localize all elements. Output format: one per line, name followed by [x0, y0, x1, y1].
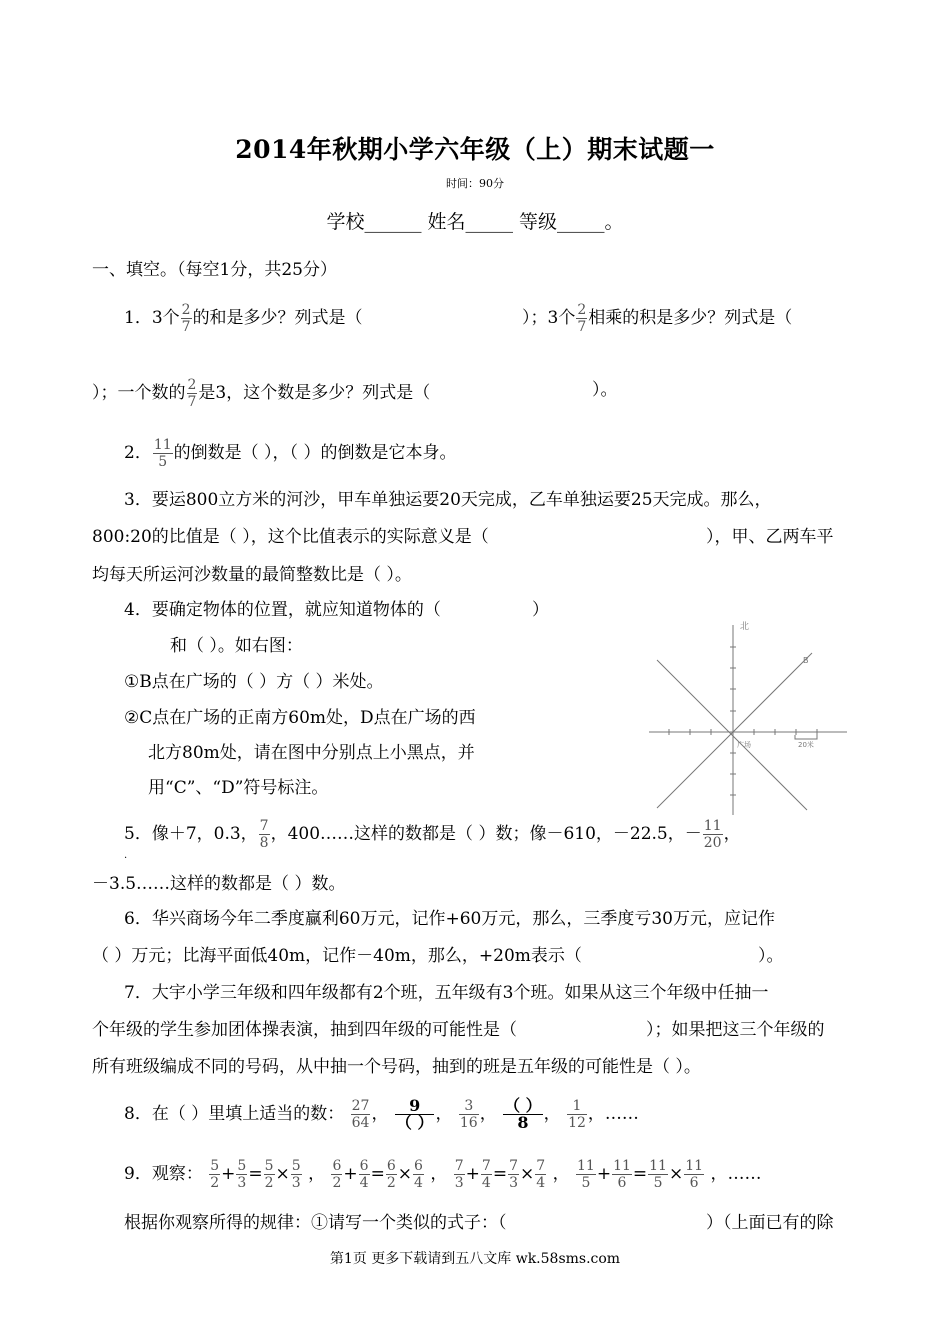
question-4-line-6: 用“C”、“D”符号标注。: [148, 778, 329, 798]
question-5-line-1: 5．像＋7，0.3， $\frac{7}{8}$ ，400……这样的数都是（ ）数；像－610，－22.5，－ $\frac{11}{20}$ ，: [124, 818, 741, 851]
question-9-line-2: 根据你观察所得的规律：①请写一个类似的式子：（: [124, 1213, 507, 1233]
question-3-line-3: 均每天所运河沙数量的最简整数比是（ ）。: [92, 565, 412, 585]
north-label: 北: [740, 622, 750, 632]
question-6-line-1: 6．华兴商场今年二季度赢利60万元，记作+60万元，那么，三季度亏30万元，应记作: [124, 909, 775, 929]
question-6-line-2-end: ）。: [758, 946, 784, 966]
fraction: $\frac{11}{5}$: [153, 437, 172, 470]
question-3-line-2-right: ），甲、乙两车平: [706, 527, 834, 547]
fraction: $\frac{27}{64}$: [351, 1098, 370, 1131]
scale-label: 20米: [798, 741, 814, 749]
question-1-line-1: 1．3个 $\frac{2}{7}$ 的和是多少？列式是（: [124, 302, 363, 335]
question-4-line-2: 和（ ）。如右图：: [170, 636, 303, 656]
page-footer: 第1页 更多下载请到五八文库 wk.58sms.com: [329, 1251, 621, 1267]
fraction: $\frac{( )}{8}$: [504, 1096, 542, 1132]
question-9-line-2-right: ）（上面已有的除: [706, 1213, 834, 1233]
question-7-line-3: 所有班级编成不同的号码，从中抽一个号码，抽到的班是五年级的可能性是（ ）。: [92, 1057, 701, 1077]
nw-se-line: [657, 660, 807, 810]
equation-1: $\frac{5}{2}$ + $\frac{5}{3}$ = $\frac{5}{2}$ × $\frac{5}{3}$: [210, 1158, 301, 1191]
question-1-line-2: ）；一个数的 $\frac{2}{7}$ 是3，这个数是多少？列式是（: [92, 377, 431, 410]
fraction: $\frac{2}{7}$: [577, 302, 587, 335]
question-4-line-1: 4．要确定物体的位置，就应知道物体的（: [124, 600, 441, 620]
question-4-line-4: ②C点在广场的正南方60m处，D点在广场的西: [124, 708, 476, 728]
page-title: 2014年秋期小学六年级（上）期末试题一: [235, 135, 715, 164]
question-3-line-2: 800:20的比值是（ ），这个比值表示的实际意义是（: [92, 527, 489, 547]
question-7-line-2: 个年级的学生参加团体操表演，抽到四年级的可能性是（: [92, 1020, 517, 1040]
question-7-line-2-right: ）；如果把这三个年级的: [646, 1020, 825, 1040]
question-4-line-3: ①B点在广场的（ ）方（ ）米处。: [124, 672, 384, 692]
fraction: $\frac{11}{20}$: [703, 818, 722, 851]
equation-4: $\frac{11}{5}$ + $\frac{11}{6}$ = $\frac{11}{5}$ × $\frac{11}{6}$: [576, 1158, 704, 1191]
question-5-line-2: －3.5……这样的数都是（ ）数。: [92, 874, 346, 894]
fraction: $\frac{9}{( )}$: [395, 1096, 434, 1132]
stray-dot: .: [124, 850, 128, 861]
question-3-line-1: 3．要运800立方米的河沙，甲车单独运要20天完成，乙车单独运要25天完成。那么，: [124, 490, 772, 510]
question-4-line-1-end: ）: [532, 600, 549, 620]
equation-2: $\frac{6}{2}$ + $\frac{6}{4}$ = $\frac{6}{2}$ × $\frac{6}{4}$: [332, 1158, 423, 1191]
question-4-line-5: 北方80m处，请在图中分别点上小黑点，并: [148, 743, 475, 763]
student-info-line: 学校______ 姓名_____ 等级_____。: [326, 211, 624, 233]
equation-3: $\frac{7}{3}$ + $\frac{7}{4}$ = $\frac{7}{3}$ × $\frac{7}{4}$: [454, 1158, 546, 1191]
fraction: $\frac{2}{7}$: [187, 377, 197, 410]
question-7-line-1: 7．大宇小学三年级和四年级都有2个班，五年级有3个班。如果从这三个年级中任抽一: [124, 983, 769, 1003]
fraction: $\frac{3}{16}$: [459, 1098, 478, 1131]
exam-time: 时间：90分: [446, 177, 504, 190]
fraction: $\frac{2}{7}$: [181, 302, 191, 335]
fraction: $\frac{7}{8}$: [259, 818, 269, 851]
point-b-label: B: [803, 656, 809, 665]
question-1-end: ）。: [592, 380, 618, 400]
question-8: 8．在（ ）里填上适当的数： $\frac{27}{64}$ ， $\frac{9}{( )}$ ， $\frac{3}{16}$ ， $\frac{( )}{8}$ ， $\frac{1}{12}$ ，……: [124, 1096, 639, 1132]
position-figure: [645, 615, 850, 820]
question-1-line-1-right: ）；3个 $\frac{2}{7}$ 相乘的积是多少？列式是（: [522, 302, 793, 335]
question-2: 2． $\frac{11}{5}$ 的倒数是（ ），（ ）的倒数是它本身。: [124, 437, 457, 470]
sw-ne-line: [657, 653, 812, 808]
question-6-line-2: （ ）万元；比海平面低40m，记作－40m，那么，+20m表示（: [92, 946, 582, 966]
origin-label: 广场: [737, 741, 751, 749]
question-9-line-1: 9．观察： $\frac{5}{2}$ + $\frac{5}{3}$ = $\frac{5}{2}$ × $\frac{5}{3}$ ， $\frac{6}{2}$ + $\frac{6}{4}$ = $\frac{6}{2}$ × $\frac{6}{4}$ ， $\frac{7}{3}$ + $\frac{7}{4}$ = $\frac{7}{3}$ × $\frac{7}{4}$ ， $\frac{11}{5}$ + $\frac{11}{6}$ = $\frac{11}{5}$ × $\frac{11}{6}$ ，……: [124, 1158, 762, 1191]
section-heading: 一、填空。（每空1分，共25分）: [92, 260, 337, 280]
fraction: $\frac{1}{12}$: [568, 1098, 586, 1131]
